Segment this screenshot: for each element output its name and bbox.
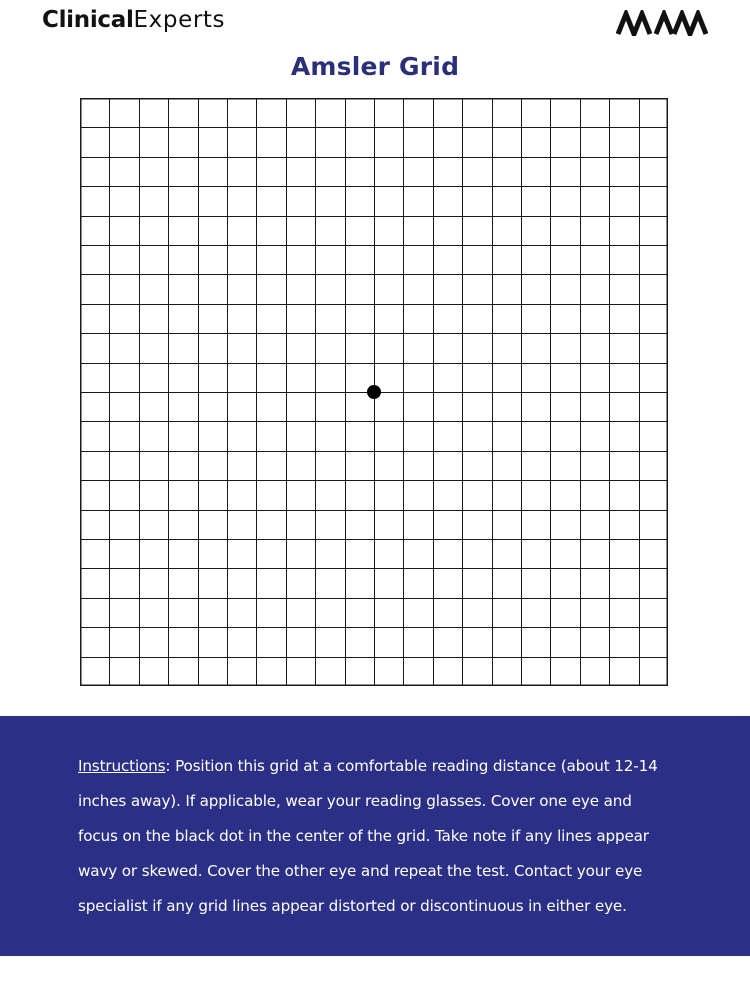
brand-name-light: Experts	[133, 7, 226, 33]
instructions-separator: :	[165, 757, 176, 775]
brand-name-bold: Clinical	[42, 7, 134, 33]
amsler-grid	[80, 98, 668, 686]
amsler-grid-svg	[80, 98, 668, 686]
instructions-text	[78, 749, 674, 924]
instructions-body: Position this grid at a comfortable reading distance (about 12-14 inches away). If applicable, wear your reading glasses. Cover one eye and focus on the black dot in the center of the grid. Take note if any lines appear wavy or skewed. Cover the other eye and repeat the test. Contact your eye specialist if any grid lines appear distorted or discontinuous in either eye.	[78, 757, 658, 915]
page-header	[0, 0, 750, 46]
brand-logo-text	[42, 7, 225, 33]
instructions-panel	[0, 716, 750, 956]
center-fixation-dot	[367, 385, 381, 399]
zigzag-wave-logo-icon	[616, 10, 708, 36]
footer-strip	[0, 956, 750, 1007]
instructions-label: Instructions	[78, 757, 166, 775]
page-title: Amsler Grid	[290, 52, 460, 81]
